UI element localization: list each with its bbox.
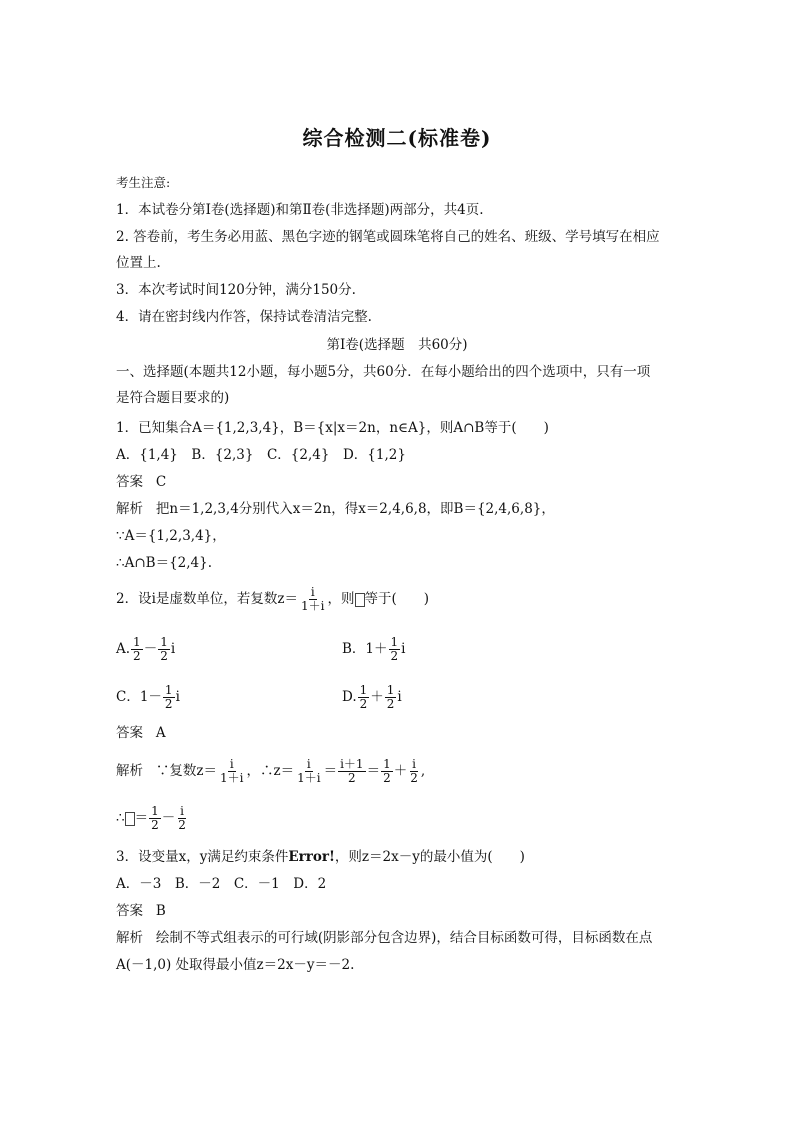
denominator: 1＋i xyxy=(297,771,321,785)
answer-label: 答案 xyxy=(116,903,143,919)
numerator: i xyxy=(180,804,184,818)
numerator: 1 xyxy=(164,683,173,697)
question-2-stem xyxy=(116,586,429,613)
denominator: 2 xyxy=(348,771,356,785)
option-d xyxy=(342,684,402,711)
question-1-analysis xyxy=(116,500,555,518)
denominator: 2 xyxy=(359,697,368,711)
notice-heading: 考生注意: xyxy=(116,175,171,190)
fraction xyxy=(158,636,170,663)
notice-line: 1．本试卷分第Ⅰ卷(选择题)和第Ⅱ卷(非选择题)两部分，共4页. xyxy=(116,202,484,218)
denominator: 2 xyxy=(383,771,391,785)
conjugate-z-placeholder-icon xyxy=(355,593,365,607)
analysis-text: ，∴z＝ xyxy=(246,763,295,779)
stem-text: 2．设i是虚数单位，若复数z＝ xyxy=(116,591,299,607)
answer-label: 答案 xyxy=(116,725,143,741)
option-a xyxy=(116,636,175,663)
numerator: i＋1 xyxy=(340,757,364,771)
question-3-stem xyxy=(116,848,525,866)
option-label: B．1＋ xyxy=(342,641,388,657)
notice-line: 2. 答卷前，考生务必用蓝、黑色字迹的钢笔或圆珠笔将自己的姓名、班级、学号填写在相应 xyxy=(116,229,660,245)
analysis-text: 把n＝1,2,3,4分别代入x＝2n，得x＝2,4,6,8，即B＝{2,4,6,8}， xyxy=(155,501,555,517)
fraction xyxy=(338,758,365,785)
analysis-label: 解析 xyxy=(116,930,143,946)
notice-line: 4．请在密封线内作答，保持试卷清洁完整. xyxy=(116,309,372,325)
imag-unit: i xyxy=(175,689,180,705)
numerator: 1 xyxy=(160,635,168,649)
fraction xyxy=(389,636,401,663)
denominator: 2 xyxy=(386,697,395,711)
fraction xyxy=(381,758,393,785)
operator: ＝ xyxy=(323,763,338,779)
imag-unit: i xyxy=(401,641,406,657)
fraction xyxy=(408,758,420,785)
denominator: 2 xyxy=(151,818,159,832)
fraction xyxy=(218,758,245,785)
answer-value: B xyxy=(155,903,166,919)
question-2-conclusion xyxy=(116,805,189,832)
imag-unit: i xyxy=(397,689,402,705)
analysis-label: 解析 xyxy=(116,501,143,517)
question-1-stem: 1．已知集合A＝{1,2,3,4}，B＝{x|x＝2n，n∈A}，则A∩B等于( ) xyxy=(116,420,549,436)
operator: ＝ xyxy=(134,810,149,826)
option-label: A. xyxy=(116,641,131,657)
question-1-options: A．{1,4} B．{2,3} C．{2,4} D．{1,2} xyxy=(116,447,406,463)
notice-line: 3．本次考试时间120分钟，满分150分. xyxy=(116,282,356,298)
operator: ＋ xyxy=(370,689,384,705)
denominator: 2 xyxy=(410,771,418,785)
operator: － xyxy=(161,810,176,826)
question-3-analysis xyxy=(116,929,652,947)
page-title: 综合检测二(标准卷) xyxy=(302,126,492,150)
answer-label: 答案 xyxy=(116,474,143,490)
question-2-answer xyxy=(116,724,166,742)
question-1-answer xyxy=(116,473,166,491)
part-intro: 一、选择题(本题共12小题，每小题5分，共60分．在每小题给出的四个选项中，只有一项 xyxy=(116,364,651,380)
analysis-label: 解析 xyxy=(116,763,143,779)
denominator: 2 xyxy=(160,649,168,663)
stem-text: 等于( ) xyxy=(364,591,430,607)
question-3-answer xyxy=(116,902,166,920)
section-title: 第Ⅰ卷(选择题 共60分) xyxy=(326,337,468,353)
stem-text: 3．设变量x，y满足约束条件 xyxy=(116,849,289,865)
stem-text: ，则 xyxy=(327,591,355,607)
fraction xyxy=(295,758,322,785)
fraction xyxy=(385,684,397,711)
numerator: i xyxy=(412,757,416,771)
denominator: 2 xyxy=(164,697,173,711)
notice-line: 位置上. xyxy=(116,255,161,271)
analysis-text: ∵A＝{1,2,3,4}， xyxy=(116,528,226,544)
fraction xyxy=(149,805,161,832)
fraction xyxy=(358,684,370,711)
analysis-text: 绘制不等式组表示的可行域(阴影部分包含边界)，结合目标函数可得，目标函数在点 xyxy=(155,930,653,946)
numerator: i xyxy=(306,757,311,771)
operator: － xyxy=(143,641,158,657)
numerator: i xyxy=(310,585,315,599)
numerator: 1 xyxy=(383,757,391,771)
denominator: 1＋i xyxy=(301,599,325,613)
numerator: 1 xyxy=(390,635,399,649)
fraction xyxy=(163,684,175,711)
fraction xyxy=(131,636,143,663)
answer-value: A xyxy=(155,725,166,741)
option-c xyxy=(116,684,180,711)
numerator: 1 xyxy=(151,804,159,818)
denominator: 2 xyxy=(133,649,141,663)
error-text: Error! xyxy=(288,849,335,865)
question-3-options: A．－3 B．－2 C．－1 D．2 xyxy=(116,876,327,892)
denominator: 1＋i xyxy=(220,771,244,785)
option-label: D. xyxy=(342,689,357,705)
analysis-text: A(－1,0) 处取得最小值z＝2x－y＝－2. xyxy=(116,957,355,973)
analysis-text: ∴A∩B＝{2,4}. xyxy=(116,555,213,571)
conjugate-z-placeholder-icon xyxy=(125,812,135,826)
operator: ＋ xyxy=(393,763,408,779)
part-intro: 是符合题目要求的) xyxy=(116,390,230,406)
option-label: C．1－ xyxy=(116,689,162,705)
question-2-analysis xyxy=(116,758,425,785)
answer-value: C xyxy=(155,474,167,490)
numerator: 1 xyxy=(386,683,395,697)
therefore-symbol: ∴ xyxy=(116,810,125,826)
denominator: 2 xyxy=(390,649,399,663)
fraction xyxy=(176,805,188,832)
analysis-text: ∵复数z＝ xyxy=(155,763,217,779)
numerator: i xyxy=(229,757,234,771)
fraction xyxy=(299,586,326,613)
punctuation: , xyxy=(420,763,426,779)
numerator: 1 xyxy=(133,635,141,649)
numerator: 1 xyxy=(359,683,368,697)
imag-unit: i xyxy=(170,641,176,657)
denominator: 2 xyxy=(178,818,186,832)
stem-text: ，则z＝2x－y的最小值为( ) xyxy=(334,849,525,865)
operator: ＝ xyxy=(366,763,381,779)
option-b xyxy=(342,636,405,663)
